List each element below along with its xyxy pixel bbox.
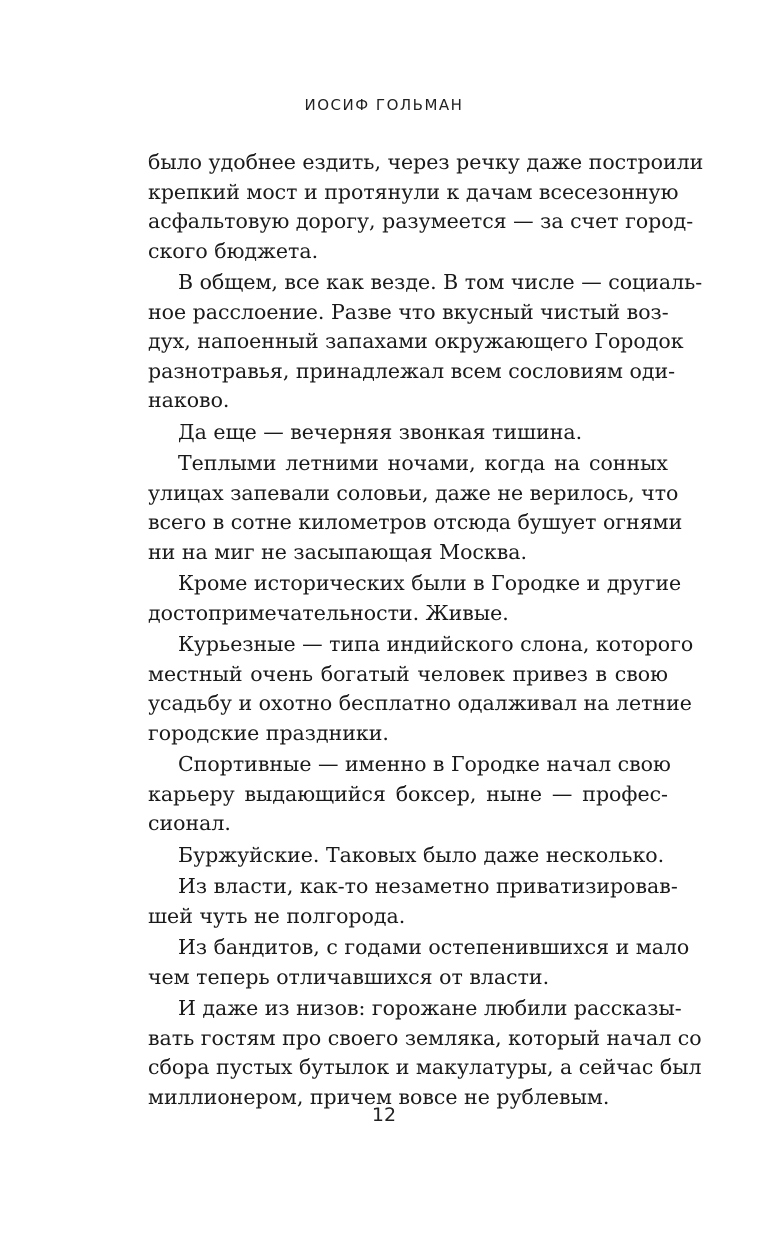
text-line: Из власти, как-то незаметно приватизировав- bbox=[178, 874, 678, 898]
text-line: достопримечательности. Живые. bbox=[148, 600, 509, 625]
page-number: 12 bbox=[371, 1104, 397, 1126]
paragraph bbox=[148, 148, 704, 266]
text-line: было удобнее ездить, через речку даже построили bbox=[148, 150, 704, 174]
text-line: дух, напоенный запахами окружающего Городок bbox=[148, 329, 684, 353]
text-line: Спортивные — именно в Городке начал свою bbox=[178, 752, 671, 776]
text-line: ни на миг не засыпающая Москва. bbox=[148, 539, 527, 564]
text-line: ского бюджета. bbox=[148, 238, 319, 263]
text-line: местный очень богатый человек привез в свою bbox=[148, 661, 668, 686]
text-line: Кроме исторических были в Городке и другие bbox=[178, 571, 682, 595]
text-line: крепкий мост и протянули к дачам всесезонную bbox=[148, 179, 679, 204]
text-line: сионал. bbox=[148, 811, 231, 835]
text-line: всего в сотне километров отсюда бушует огнями bbox=[148, 510, 683, 534]
text-line: разнотравья, принадлежал всем сословиям оди- bbox=[148, 358, 676, 383]
paragraph bbox=[148, 933, 690, 992]
paragraph bbox=[148, 872, 678, 931]
text-line: усадьбу и охотно бесплатно одалживал на летние bbox=[148, 691, 692, 715]
text-line: наково. bbox=[148, 388, 230, 412]
paragraph bbox=[148, 418, 668, 448]
running-head: ИОСИФ ГОЛЬМАН bbox=[304, 96, 464, 114]
text-line: И даже из низов: горожане любили рассказы- bbox=[178, 996, 682, 1020]
paragraph bbox=[148, 750, 671, 839]
paragraph bbox=[148, 569, 682, 628]
text-line: сбора пустых бутылок и макулатуры, а сейчас был bbox=[148, 1055, 702, 1079]
text-line: миллионером, причем вовсе не рублевым. bbox=[148, 1084, 610, 1109]
text-line: Буржуйские. Таковых было даже несколько. bbox=[178, 842, 665, 867]
paragraph bbox=[148, 630, 694, 748]
text-line: Курьезные — типа индийского слона, которого bbox=[178, 632, 694, 656]
body-text bbox=[148, 148, 704, 1112]
paragraph bbox=[148, 268, 703, 416]
text-line: Теплыми летними ночами, когда на сонных bbox=[178, 451, 668, 475]
text-line: ное расслоение. Разве что вкусный чистый воз- bbox=[148, 299, 669, 324]
text-line: Из бандитов, с годами остепенившихся и мало bbox=[178, 935, 690, 959]
text-line: карьеру выдающийся боксер, ныне — профес- bbox=[148, 781, 668, 806]
paragraph bbox=[148, 841, 668, 871]
paragraph bbox=[148, 994, 702, 1112]
text-line: асфальтовую дорогу, разумеется — за счет город- bbox=[148, 209, 694, 233]
text-line: В общем, все как везде. В том числе — социаль- bbox=[178, 270, 703, 294]
text-line: городские праздники. bbox=[148, 720, 389, 745]
text-line: вать гостям про своего земляка, который начал со bbox=[148, 1025, 702, 1050]
text-line: чем теперь отличавшихся от власти. bbox=[148, 964, 550, 989]
paragraph bbox=[148, 449, 683, 567]
text-line: Да еще — вечерняя звонкая тишина. bbox=[178, 419, 583, 444]
text-line: улицах запевали соловьи, даже не верилось, что bbox=[148, 480, 679, 505]
text-line: шей чуть не полгорода. bbox=[148, 903, 406, 928]
